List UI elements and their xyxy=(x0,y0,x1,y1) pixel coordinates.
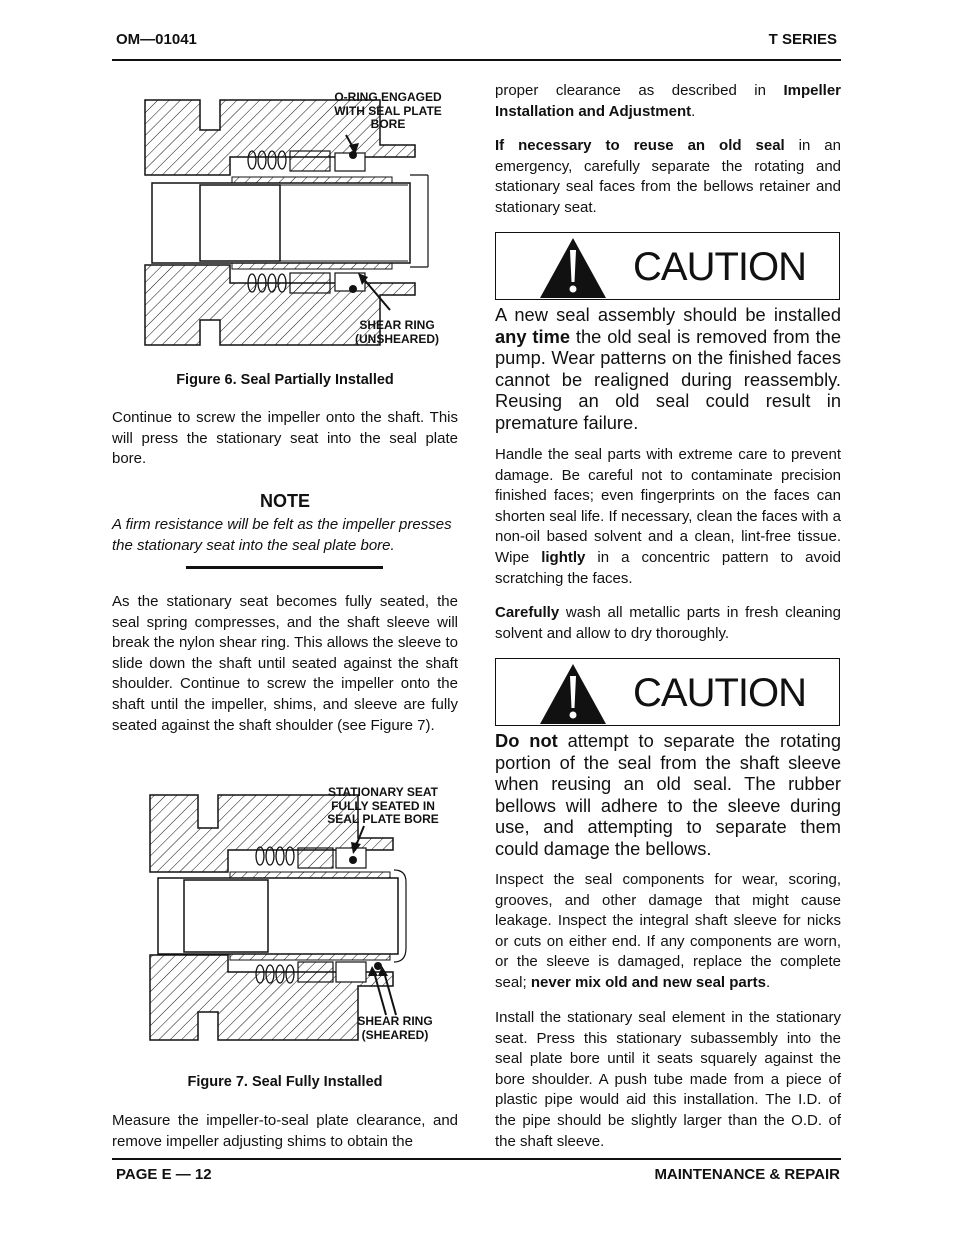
paragraph-measure-clearance: Measure the impeller-to-seal plate clearance, and remove impeller adjusting shims to obtain the xyxy=(112,1112,458,1150)
paragraph-reuse-old-seal xyxy=(495,136,841,218)
note-title: NOTE xyxy=(259,491,310,511)
figure-7-label-top xyxy=(322,786,444,827)
label-line: SHEAR RING xyxy=(357,1014,433,1028)
paragraph-install-stationary: Install the stationary seal element in the stationary seat. Press this stationary subassembly into the seal plate bore until it seats squarely against the bore shoulder. A push tube made from a piece of plastic pipe would aid this installation. The I.D. of the pipe should be slightly larger than the O.D. of the shaft sleeve. xyxy=(495,1009,841,1150)
label-line: SEAL PLATE BORE xyxy=(327,812,439,826)
paragraph-wash-parts xyxy=(495,603,841,644)
text-run-bold: Carefully xyxy=(495,604,560,621)
text-run: Inspect the seal components for wear, scoring, grooves, and other damage that might cause leakage. Inspect the integral shaft sleeve for nicks or cuts on either end. If any components are worn, or the sleeve is damaged, replace the complete seal; xyxy=(495,871,841,991)
figure-6-caption: Figure 6. Seal Partially Installed xyxy=(176,372,394,388)
figure-6-label-bottom xyxy=(345,319,449,346)
text-run: A new seal assembly should be installed xyxy=(495,304,841,325)
paragraph-inspect-components xyxy=(495,870,841,994)
caution-text-1 xyxy=(495,304,841,434)
text-run: wash all metallic parts in fresh cleaning solvent and allow to dry thoroughly. xyxy=(495,604,841,642)
document-number: OM—01041 xyxy=(116,31,197,48)
caution-text-2 xyxy=(495,730,841,860)
paragraph-stationary-seat: As the stationary seat becomes fully seated, the seal spring compresses, and the shaft sleeve will break the nylon shear ring. This allows the sleeve to slide down the shaft until seated against the shaft shoulder. Continue to screw the impeller onto the shaft until the impeller, shims, and sleeve are fully seated against the shaft shoulder (see Figure 7). xyxy=(112,593,458,734)
note-divider xyxy=(186,566,383,569)
caution-title: CAUTION xyxy=(633,671,806,715)
paragraph-continue: Continue to screw the impeller onto the shaft. This will press the stationary seat into the seal plate bore. xyxy=(112,409,458,468)
label-line: FULLY SEATED IN xyxy=(331,798,435,813)
caution-box-2 xyxy=(495,658,840,726)
text-run-bold: lightly xyxy=(541,548,586,566)
page-number: PAGE E — 12 xyxy=(116,1166,212,1183)
series-title: T SERIES xyxy=(768,31,837,48)
text-run: . xyxy=(765,973,771,991)
warning-triangle-icon xyxy=(538,662,608,726)
note-text: A firm resistance will be felt as the impeller presses the stationary seat into the seal plate bore. xyxy=(112,516,452,554)
figure-6-drawing xyxy=(140,95,460,355)
figure-7-label-bottom xyxy=(345,1015,445,1042)
header-rule xyxy=(112,59,841,61)
footer-rule xyxy=(112,1158,841,1160)
text-run-bold: Impeller Installation and Adjustment xyxy=(495,82,841,120)
text-run-bold: never mix old and new seal parts xyxy=(530,973,766,991)
text-run-bold: Do not xyxy=(495,730,558,751)
text-run-bold: any time xyxy=(495,325,570,347)
caution-title: CAUTION xyxy=(633,245,806,289)
text-run: in a concentric pattern to avoid scratching the faces. xyxy=(495,548,841,587)
text-run: proper clearance as described in xyxy=(495,82,784,99)
paragraph-handle-seal-parts xyxy=(495,445,841,589)
text-run: the old seal is removed from the pump. Wear patterns on the finished faces cannot be realigned during reassembly. Reusing an old seal could result in premature failure. xyxy=(495,325,841,433)
label-line: STATIONARY SEAT xyxy=(327,785,438,799)
label-line: SHEAR RING xyxy=(359,318,435,332)
label-line: BORE xyxy=(370,117,406,131)
text-run: attempt to separate the rotating portion of the seal from the shaft sleeve when reusing an old seal. The rubber bellows will adhere to the sleeve during use, and attempting to separate them could damage the bellows. xyxy=(495,730,841,859)
figure-7-caption: Figure 7. Seal Fully Installed xyxy=(187,1074,383,1090)
text-run: . xyxy=(691,102,696,120)
warning-triangle-icon xyxy=(538,236,608,300)
paragraph-proper-clearance xyxy=(495,81,841,122)
label-line: WITH SEAL PLATE xyxy=(334,103,442,118)
caution-box-1 xyxy=(495,232,840,300)
label-line: (UNSHEARED) xyxy=(355,331,439,346)
label-line: (SHEARED) xyxy=(361,1027,429,1042)
text-run-bold: If necessary to reuse an old seal xyxy=(495,137,785,154)
section-title: MAINTENANCE & REPAIR xyxy=(654,1166,840,1183)
text-run: in an emergency, carefully separate the rotating and stationary seal faces from the bellows retainer and stationary seat. xyxy=(495,137,841,216)
label-line: O-RING ENGAGED xyxy=(334,90,442,104)
text-run: Handle the seal parts with extreme care to prevent damage. Be careful not to contaminate precision finished faces; even fingerprints on the faces can shorten seal life. If necessary, clean the faces with a non-oil based solvent and a clean, lint-free tissue. Wipe xyxy=(495,446,841,566)
figure-6-label-top xyxy=(325,91,451,132)
figure-7-drawing xyxy=(148,790,458,1045)
